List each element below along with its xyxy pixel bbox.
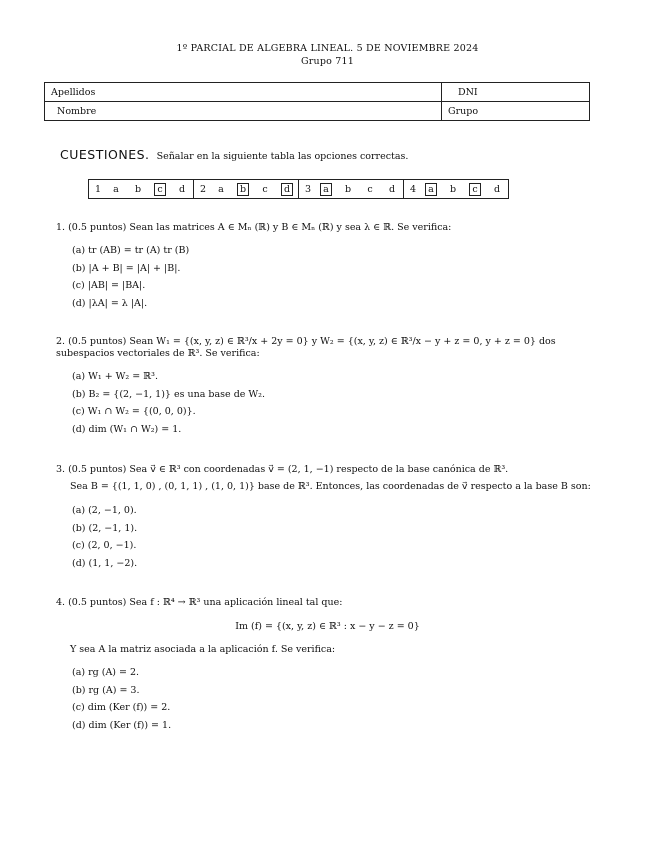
nombre-field[interactable]: Nombre (45, 102, 442, 121)
answer-option-3-d[interactable] (381, 180, 404, 199)
answer-question-number: 3 (299, 180, 316, 199)
question-1-options (72, 245, 189, 315)
option-letter: d (388, 183, 396, 195)
answer-option-4-a[interactable] (420, 180, 442, 199)
option-letter: d (493, 183, 501, 195)
marked-option-box: c (469, 183, 481, 196)
question-3-options (72, 505, 137, 575)
option-c[interactable]: (c) dim (Ker (f)) = 2. (72, 702, 171, 713)
exam-group: Grupo 711 (300, 56, 354, 67)
answer-option-4-c[interactable] (464, 180, 486, 199)
image-formula: Im (f) = {(x, y, z) ∈ ℝ³ : x − y − z = 0} (235, 621, 420, 632)
option-a[interactable]: (a) tr (AB) = tr (A) tr (B) (72, 245, 190, 256)
marked-option-box: c (154, 183, 166, 196)
option-c[interactable]: (c) (2, 0, −1). (72, 540, 137, 551)
answer-question-number: 4 (404, 180, 421, 199)
answer-option-1-a[interactable] (105, 180, 127, 199)
option-letter: b (134, 183, 142, 195)
answer-question-number: 2 (194, 180, 211, 199)
option-b[interactable]: (b) rg (A) = 3. (72, 684, 140, 696)
question-stem: 1. (0.5 puntos) Sean las matrices A ∈ Mₙ (ℝ) y B ∈ Mₙ (ℝ) y sea λ ∈ ℝ. Se verifica: (56, 222, 452, 233)
marked-option-box: a (320, 183, 332, 196)
answer-option-1-d[interactable] (171, 180, 194, 199)
dni-field[interactable]: DNI (442, 83, 590, 102)
answer-option-1-c[interactable] (149, 180, 171, 199)
answer-option-3-a[interactable] (315, 180, 337, 199)
question-3 (56, 464, 608, 493)
option-d[interactable]: (d) dim (Ker (f)) = 1. (72, 719, 172, 731)
option-d[interactable]: (d) dim (W₁ ∩ W₂) = 1. (72, 423, 182, 435)
option-letter: a (113, 183, 119, 195)
answer-option-2-d[interactable] (276, 180, 299, 199)
answer-option-2-a[interactable] (210, 180, 232, 199)
option-a[interactable]: (a) W₁ + W₂ = ℝ³. (72, 371, 158, 382)
option-c[interactable]: (c) W₁ ∩ W₂ = {(0, 0, 0)}. (72, 406, 196, 417)
answer-option-3-b[interactable] (337, 180, 359, 199)
option-letter: c (367, 183, 373, 195)
cuestiones-section (60, 147, 408, 162)
question-4-options (72, 667, 171, 737)
answer-option-2-b[interactable] (232, 180, 254, 199)
option-letter: b (449, 183, 457, 195)
question-stem: 2. (0.5 puntos) Sean W₁ = {(x, y, z) ∈ ℝ³/x + 2y = 0} y W₂ = {(x, y, z) ∈ ℝ³/x − y + z = 0, y + z = 0} dos subespacios vectoriales de ℝ³. Se verifica: (56, 336, 556, 359)
answer-option-1-b[interactable] (127, 180, 149, 199)
question-stem: 3. (0.5 puntos) Sea v⃗ ∈ ℝ³ con coordenadas v⃗ = (2, 1, −1) respecto de la base canónica de ℝ³. (56, 464, 509, 475)
question-4 (56, 597, 594, 609)
question-stem: 4. (0.5 puntos) Sea f : ℝ⁴ → ℝ³ una aplicación lineal tal que: (56, 597, 343, 608)
answer-table (88, 179, 509, 199)
answer-question-number: 1 (89, 180, 106, 199)
marked-option-box: d (281, 183, 293, 196)
question-2 (56, 336, 594, 360)
answer-option-4-d[interactable] (486, 180, 509, 199)
question-stem-2: Sea B = {(1, 1, 0) , (0, 1, 1) , (1, 0, 1)} base de ℝ³. Entonces, las coordenadas de v⃗ respecto a la base B son: (70, 481, 591, 492)
cuestiones-heading: CUESTIONES. (60, 147, 150, 162)
option-c[interactable]: (c) |AB| = |BA|. (72, 280, 146, 291)
cuestiones-instruction: Señalar en la siguiente tabla las opciones correctas. (156, 151, 409, 162)
answer-option-2-c[interactable] (254, 180, 276, 199)
option-letter: b (344, 183, 352, 195)
option-d[interactable]: (d) (1, 1, −2). (72, 557, 138, 569)
exam-title: 1º PARCIAL DE ALGEBRA LINEAL. 5 DE NOVIEMBRE 2024 (176, 43, 479, 54)
apellidos-field[interactable]: Apellidos (45, 83, 442, 102)
question-1 (56, 222, 594, 234)
option-a[interactable]: (a) rg (A) = 2. (72, 667, 140, 678)
option-b[interactable]: (b) (2, −1, 1). (72, 522, 138, 534)
option-letter: a (218, 183, 224, 195)
option-letter: c (262, 183, 268, 195)
marked-option-box: a (425, 183, 437, 196)
identity-table (44, 82, 590, 121)
option-b[interactable]: (b) |A + B| = |A| + |B|. (72, 262, 181, 274)
option-d[interactable]: (d) |λA| = λ |A|. (72, 297, 148, 309)
question-2-options (72, 371, 265, 441)
option-b[interactable]: (b) B₂ = {(2, −1, 1)} es una base de W₂. (72, 388, 266, 400)
grupo-field[interactable]: Grupo (442, 102, 590, 121)
answer-option-4-b[interactable] (442, 180, 464, 199)
option-a[interactable]: (a) (2, −1, 0). (72, 505, 137, 516)
question-4-stem-2: Y sea A la matriz asociada a la aplicación f. Se verifica: (70, 644, 336, 655)
marked-option-box: b (237, 183, 249, 196)
option-letter: d (178, 183, 186, 195)
answer-option-3-c[interactable] (359, 180, 381, 199)
